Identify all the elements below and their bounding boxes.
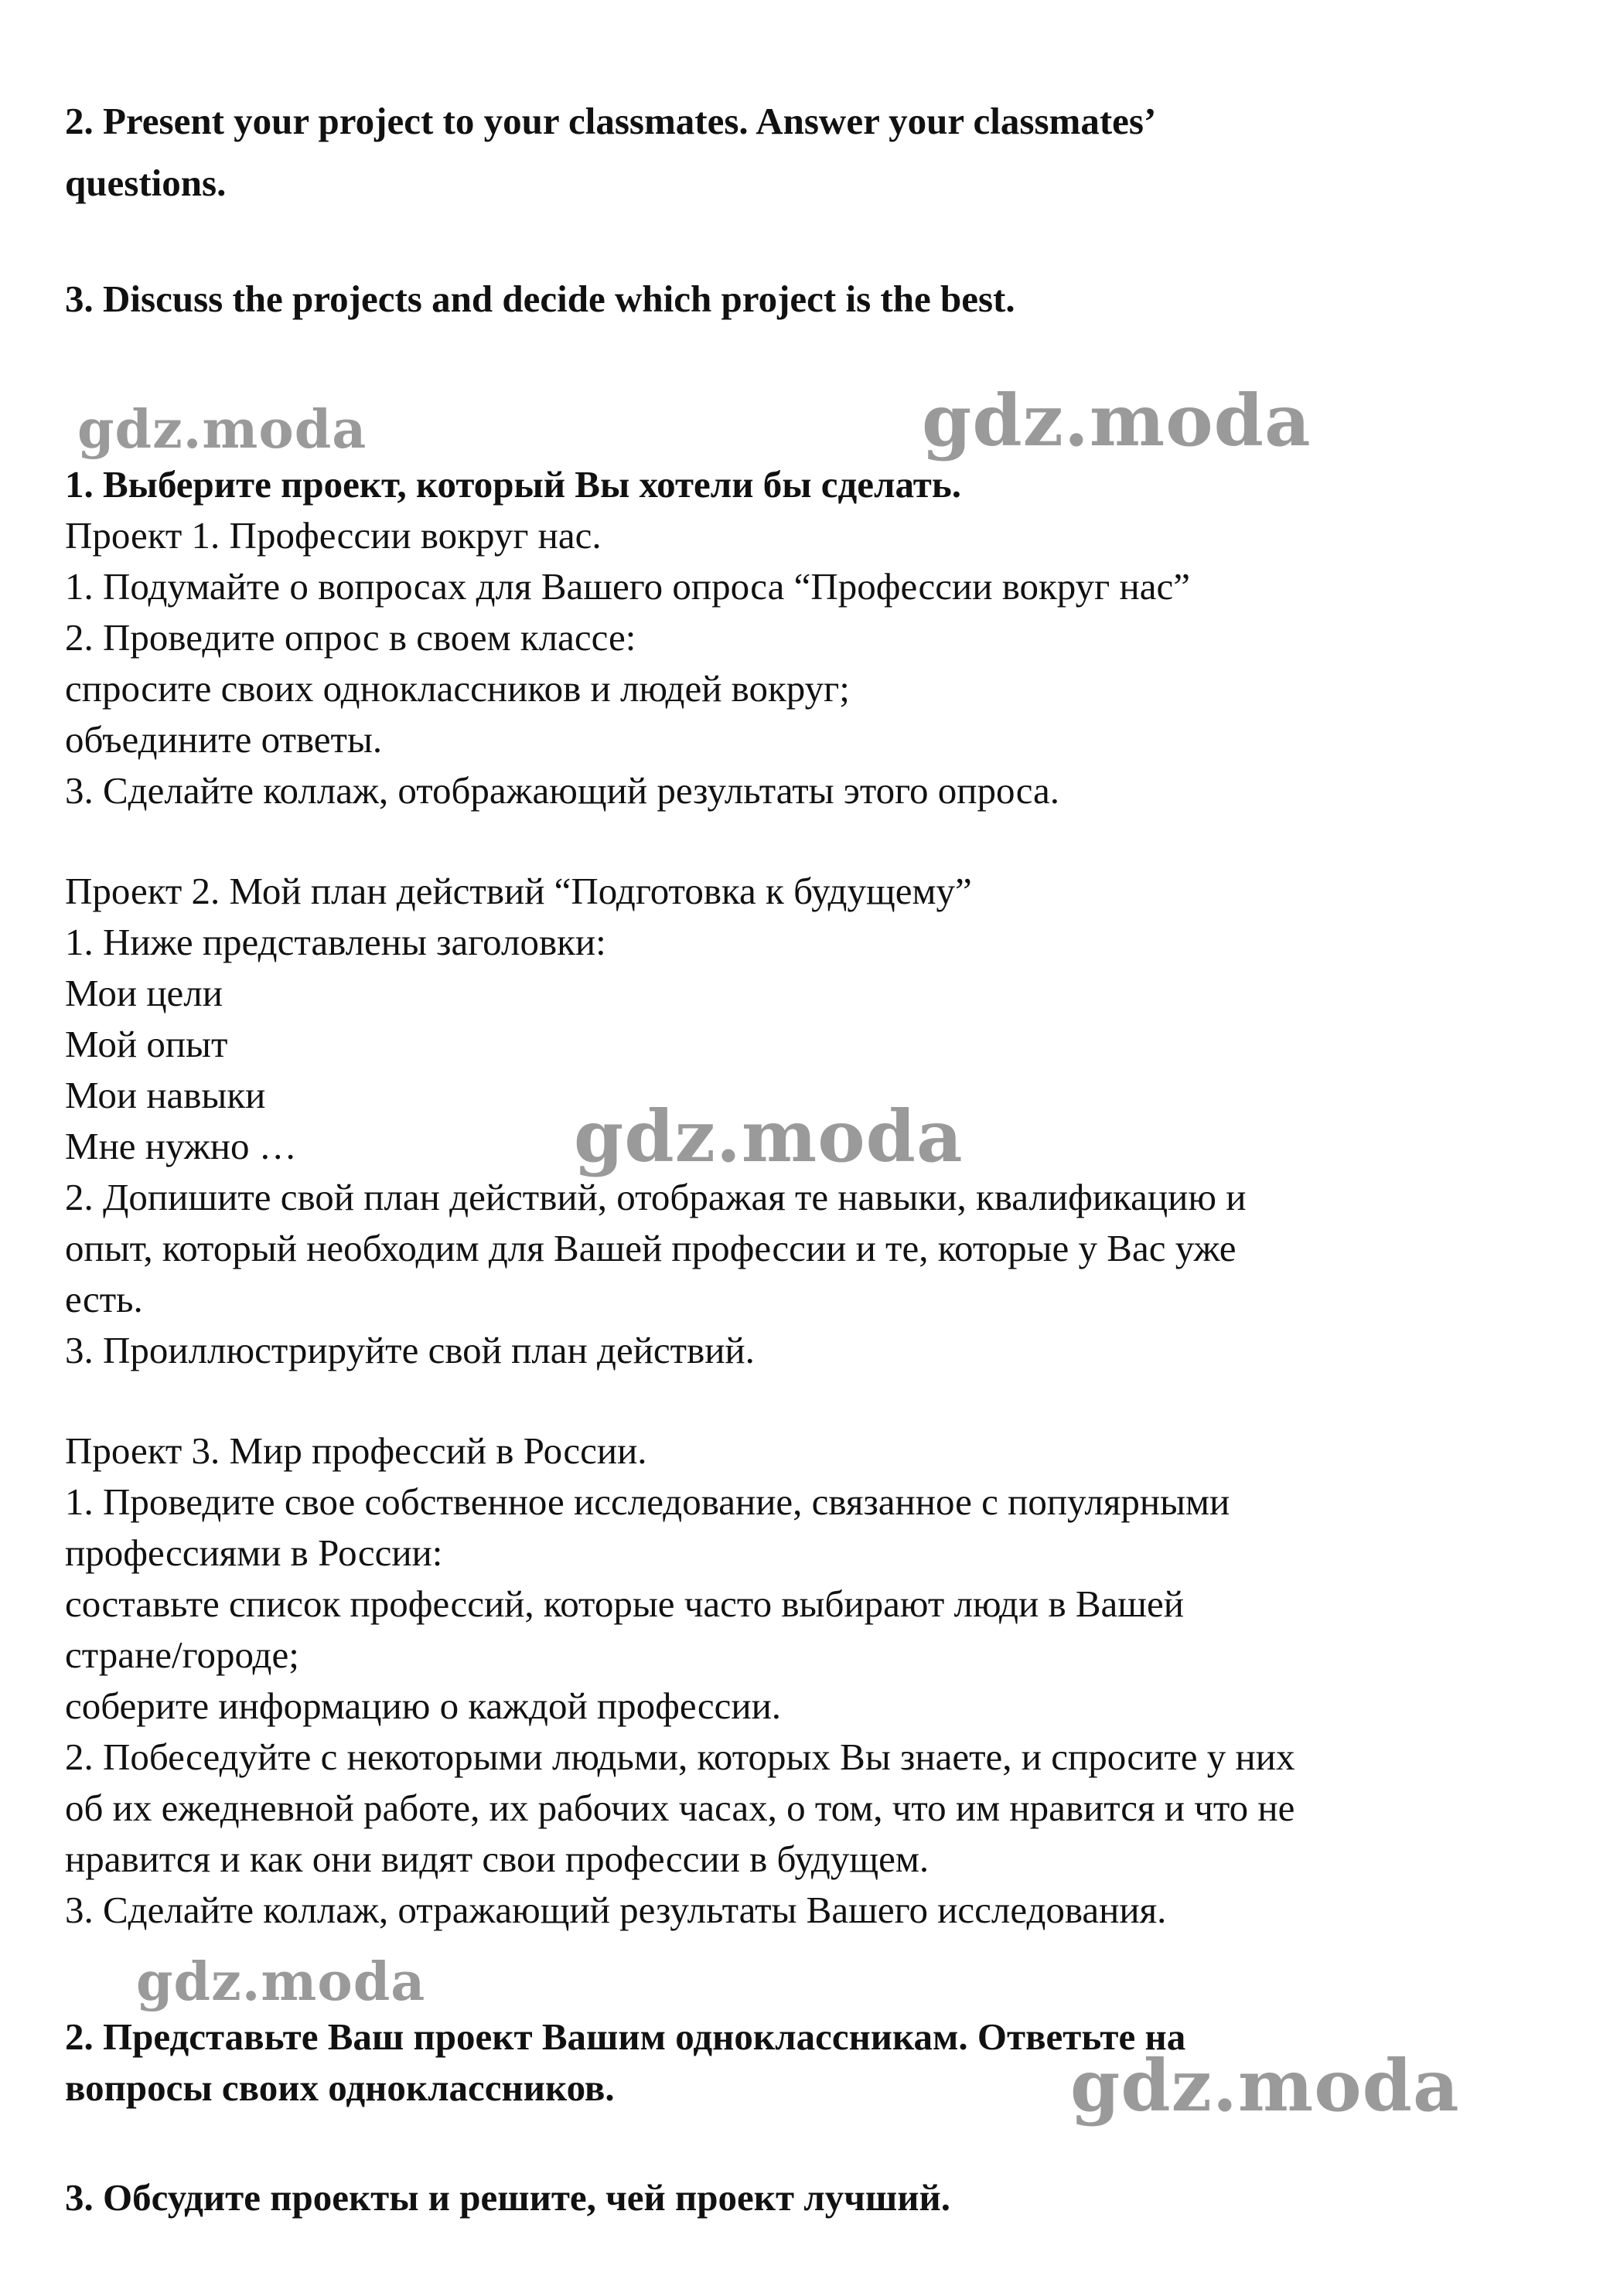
project2-heading-goals: Мои цели	[65, 972, 223, 1014]
project3-title: Проект 3. Мир профессий в России.	[65, 1429, 647, 1472]
english-task2-line2: questions.	[65, 162, 227, 204]
project1-step1: 1. Подумайте о вопросах для Вашего опроса “Профессии вокруг нас”	[65, 565, 1190, 608]
english-task3: 3. Discuss the projects and decide which project is the best.	[65, 278, 1015, 320]
watermark-3: gdz.moda	[574, 1095, 964, 1178]
project3-step3: 3. Сделайте коллаж, отражающий результаты Вашего исследования.	[65, 1889, 1167, 1931]
english-task2-line1: 2. Present your project to your classmates. Answer your classmates’	[65, 100, 1157, 142]
project2-step1: 1. Ниже представлены заголовки:	[65, 921, 606, 963]
project2-heading-experience: Мой опыт	[65, 1023, 228, 1065]
project2-step2-line3: есть.	[65, 1278, 143, 1320]
watermark-4: gdz.moda	[136, 1951, 426, 2013]
task2-line1: 2. Представьте Ваш проект Вашим одноклассникам. Ответьте на	[65, 2015, 1186, 2058]
project2-title: Проект 2. Мой план действий “Подготовка к будущему”	[65, 870, 972, 912]
project3-step2-line1: 2. Побеседуйте с некоторыми людьми, которых Вы знаете, и спросите у них	[65, 1736, 1295, 1778]
project1-step2a: спросите своих одноклассников и людей вокруг;	[65, 667, 850, 710]
project1-step3: 3. Сделайте коллаж, отображающий результаты этого опроса.	[65, 769, 1060, 812]
project2-heading-needs: Мне нужно …	[65, 1125, 297, 1167]
project1-step2b: объедините ответы.	[65, 718, 383, 761]
project3-step1-line2: профессиями в России:	[65, 1531, 443, 1574]
task3: 3. Обсудите проекты и решите, чей проект лучший.	[65, 2176, 951, 2219]
project2-heading-skills: Мои навыки	[65, 1074, 266, 1116]
project2-step2-line1: 2. Допишите свой план действий, отображая те навыки, квалификацию и	[65, 1176, 1247, 1218]
project1-step2: 2. Проведите опрос в своем классе:	[65, 616, 636, 659]
project2-step2-line2: опыт, который необходим для Вашей профессии и те, которые у Вас уже	[65, 1227, 1236, 1269]
project3-step1a-line1: составьте список профессий, которые часто выбирают люди в Вашей	[65, 1582, 1184, 1625]
watermark-1: gdz.moda	[77, 399, 367, 461]
task2-line2: вопросы своих одноклассников.	[65, 2066, 615, 2109]
watermark-2: gdz.moda	[922, 379, 1312, 462]
project3-step1-line1: 1. Проведите свое собственное исследование, связанное с популярными	[65, 1480, 1230, 1523]
project3-step1a-line2: стране/городе;	[65, 1633, 299, 1676]
project3-step2-line2: об их ежедневной работе, их рабочих часах, о том, что им нравится и что не	[65, 1787, 1295, 1829]
project1-title: Проект 1. Профессии вокруг нас.	[65, 514, 602, 557]
project2-step3: 3. Проиллюстрируйте свой план действий.	[65, 1329, 755, 1371]
task1-heading: 1. Выберите проект, который Вы хотели бы сделать.	[65, 463, 962, 506]
watermark-5: gdz.moda	[1070, 2044, 1460, 2127]
project3-step1b: соберите информацию о каждой профессии.	[65, 1685, 782, 1727]
project3-step2-line3: нравится и как они видят свои профессии в будущем.	[65, 1838, 930, 1880]
